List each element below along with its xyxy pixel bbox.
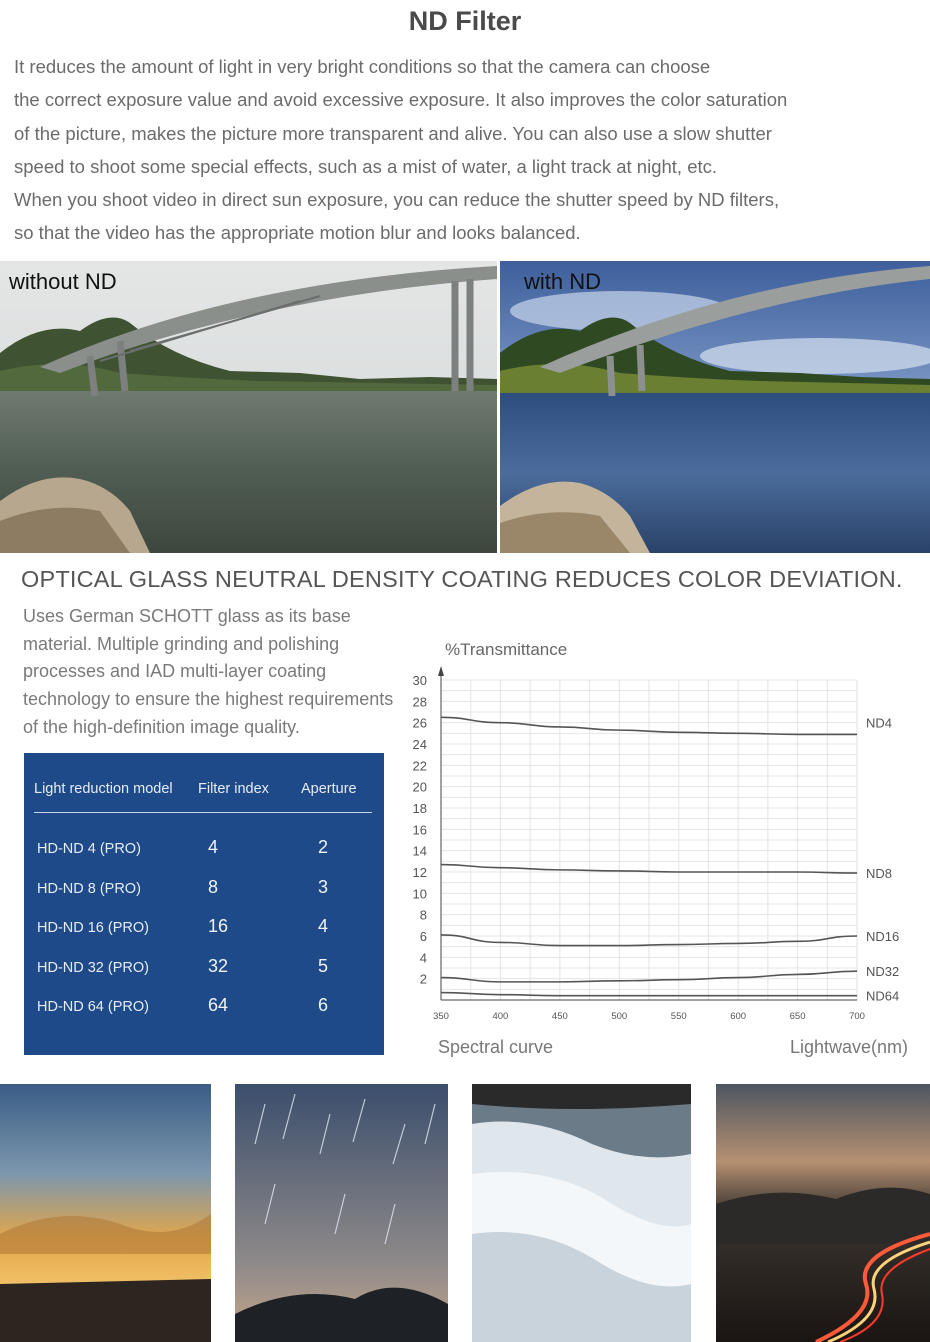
- row-filter-index: 16: [208, 916, 229, 936]
- with-nd-label: with ND: [524, 269, 602, 294]
- row-model: HD-ND 16 (PRO): [37, 920, 149, 936]
- row-aperture: 5: [318, 956, 329, 976]
- table-row: [24, 954, 384, 984]
- row-aperture: 4: [318, 916, 329, 936]
- x-tick-label: 550: [670, 1011, 687, 1022]
- y-tick-label: 26: [412, 715, 427, 731]
- description-line: Uses German SCHOTT glass as its base: [23, 606, 351, 626]
- without-nd-photo: [0, 261, 497, 553]
- intro-line: When you shoot video in direct sun exposure, you can reduce the shutter speed by ND filters,: [14, 189, 780, 211]
- description-line: processes and IAD multi-layer coating: [23, 661, 327, 682]
- y-tick-label: 20: [412, 779, 427, 795]
- table-header-model: Light reduction model: [34, 781, 173, 797]
- section-heading: OPTICAL GLASS NEUTRAL DENSITY COATING REDUCES COLOR DEVIATION.: [21, 566, 903, 592]
- y-axis-arrow: [438, 666, 444, 676]
- row-aperture: 3: [318, 877, 329, 897]
- description-paragraph: [23, 603, 423, 742]
- description-line: material. Multiple grinding and polishing: [23, 633, 340, 654]
- x-tick-label: 450: [551, 1011, 568, 1022]
- x-tick-label: 400: [492, 1011, 509, 1022]
- x-tick-label: 350: [433, 1011, 449, 1022]
- row-filter-index: 4: [208, 837, 219, 857]
- y-tick-label: 6: [419, 929, 427, 944]
- waterfall-photo: [472, 1084, 691, 1342]
- series-label-nd16: ND16: [866, 929, 900, 944]
- y-tick-label: 12: [412, 865, 427, 880]
- row-aperture: 6: [318, 995, 329, 1015]
- row-model: HD-ND 32 (PRO): [37, 960, 149, 976]
- row-filter-index: 8: [208, 877, 219, 897]
- table-header-filter-index: Filter index: [198, 781, 269, 797]
- y-tick-label: 4: [419, 950, 427, 966]
- spectral-chart: [400, 630, 920, 1030]
- x-tick-label: 650: [789, 1011, 806, 1022]
- y-tick-label: 10: [412, 886, 427, 902]
- y-tick-label: 8: [419, 907, 427, 923]
- x-tick-label: 700: [849, 1011, 865, 1022]
- y-tick-label: 18: [412, 801, 427, 816]
- light-trails-photo: [716, 1084, 930, 1342]
- row-filter-index: 32: [208, 956, 229, 976]
- intro-line: of the picture, makes the picture more transparent and alive. You can also use a slow shutter: [14, 122, 772, 144]
- row-model: HD-ND 8 (PRO): [37, 881, 141, 897]
- y-tick-label: 16: [412, 822, 427, 838]
- without-nd-label: without ND: [9, 269, 117, 294]
- table-header-divider: [34, 812, 372, 813]
- y-tick-label: 14: [412, 843, 427, 859]
- intro-paragraph: [14, 50, 914, 250]
- intro-line: so that the video has the appropriate motion blur and looks balanced.: [14, 222, 581, 244]
- series-label-nd64: ND64: [866, 988, 900, 1004]
- y-tick-label: 2: [419, 971, 427, 987]
- table-row: [24, 914, 384, 944]
- table-row: [24, 993, 384, 1023]
- intro-line: It reduces the amount of light in very bright conditions so that the camera can choose: [14, 56, 711, 77]
- row-filter-index: 64: [208, 995, 229, 1015]
- filter-spec-table: [24, 753, 384, 1055]
- description-line: of the high-definition image quality.: [23, 716, 300, 737]
- y-tick-label: 22: [412, 758, 427, 774]
- sunset-photo: [0, 1084, 211, 1342]
- row-aperture: 2: [318, 837, 329, 857]
- series-label-nd32: ND32: [866, 964, 900, 980]
- description-line: technology to ensure the highest requirements: [23, 689, 394, 710]
- y-axis-label: %Transmittance: [445, 640, 568, 659]
- chart-x-axis-label: Lightwave(nm): [790, 1037, 909, 1057]
- chart-caption: Spectral curve: [438, 1037, 554, 1057]
- y-tick-label: 24: [412, 737, 427, 752]
- row-model: HD-ND 4 (PRO): [37, 841, 141, 857]
- with-nd-photo: [500, 261, 930, 553]
- intro-line: the correct exposure value and avoid excessive exposure. It also improves the color saturation: [14, 89, 788, 111]
- page-title: ND Filter: [408, 6, 522, 36]
- x-tick-label: 600: [730, 1011, 747, 1022]
- intro-line: speed to shoot some special effects, such as a mist of water, a light track at night, etc.: [14, 155, 718, 177]
- table-row: [24, 875, 384, 905]
- star-trails-photo: [235, 1084, 448, 1342]
- row-model: HD-ND 64 (PRO): [37, 999, 149, 1015]
- series-label-nd8: ND8: [866, 866, 893, 882]
- series-label-nd4: ND4: [866, 715, 893, 731]
- y-tick-label: 28: [412, 694, 427, 710]
- table-row: [24, 835, 384, 865]
- y-tick-label: 30: [412, 673, 427, 688]
- table-header-aperture: Aperture: [301, 781, 357, 797]
- x-tick-label: 500: [611, 1011, 628, 1022]
